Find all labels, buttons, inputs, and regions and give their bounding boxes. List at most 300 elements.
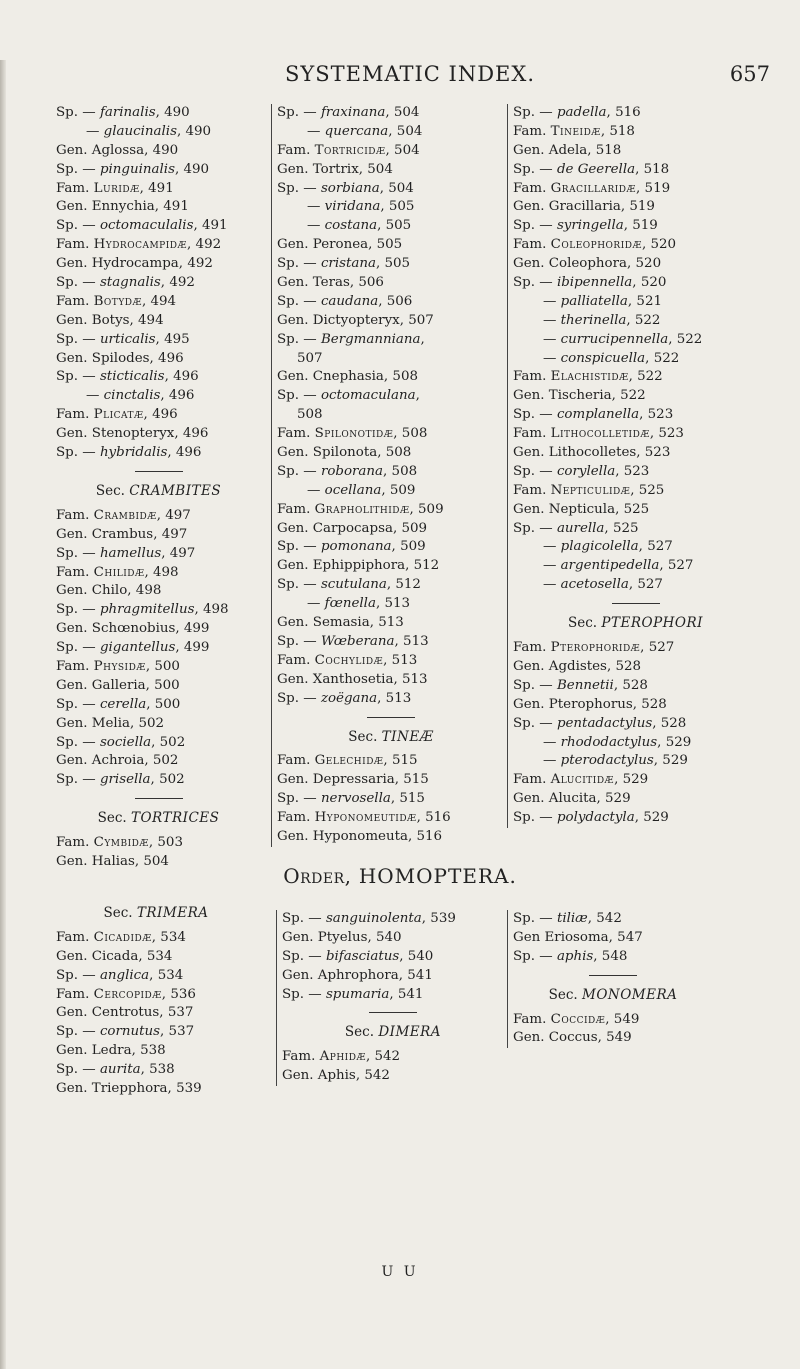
index-entry: Gen. Xanthosetia, 513 bbox=[277, 671, 428, 687]
index-entry: Sp. — corylella, 523 bbox=[513, 463, 650, 479]
index-entry: Sp. — cerella, 500 bbox=[56, 696, 181, 712]
genus-name: Teras bbox=[312, 275, 350, 291]
entry-page: 527 bbox=[647, 539, 673, 555]
index-entry: Sp. — sorbiana, 504 bbox=[277, 180, 414, 196]
index-entry: — ocellana, 509 bbox=[307, 482, 416, 498]
section-heading bbox=[513, 614, 758, 633]
entry-page: 522 bbox=[676, 331, 703, 347]
entry-page: 542 bbox=[374, 1049, 401, 1065]
entry-page: 492 bbox=[169, 275, 195, 291]
entry-page: 500 bbox=[154, 696, 181, 712]
entry-rank: Sp. bbox=[513, 463, 536, 479]
index-entry: Gen. Pterophorus, 528 bbox=[513, 696, 667, 712]
index-entry: Sp. — spumaria, 541 bbox=[282, 986, 424, 1002]
species-name: de Geerella bbox=[556, 161, 636, 177]
family-name: Aphidæ bbox=[319, 1049, 366, 1065]
genus-name: Tischeria bbox=[548, 388, 612, 404]
genus-name: Nepticula bbox=[548, 501, 616, 517]
family-name: Chilidæ bbox=[93, 564, 145, 580]
family-name: Tortricidæ bbox=[314, 142, 386, 158]
section-label: Sec. bbox=[97, 810, 131, 827]
entry-rank: Gen. bbox=[56, 1005, 88, 1021]
entry-page: 495 bbox=[164, 331, 190, 347]
entry-rank: Sp. bbox=[513, 948, 536, 964]
species-name: bifasciatus bbox=[325, 948, 400, 964]
family-name: Botydæ bbox=[93, 293, 142, 309]
index-entry: Fam. Luridæ, 491 bbox=[56, 180, 174, 196]
index-entry: Sp. — zoëgana, 513 bbox=[277, 690, 412, 706]
index-entry-continuation bbox=[277, 406, 505, 425]
signature-mark: U U bbox=[381, 1264, 419, 1280]
entry-rank: Sp. bbox=[277, 577, 300, 593]
entry-rank: Fam. bbox=[513, 772, 547, 788]
entry-page: 540 bbox=[375, 929, 402, 945]
species-name: plagicolella bbox=[560, 539, 639, 555]
index-entry: Gen. Nepticula, 525 bbox=[513, 501, 650, 517]
index-entry: Gen. Triepphora, 539 bbox=[56, 1081, 202, 1097]
entry-rank: Fam. bbox=[277, 426, 311, 442]
species-name: grisella bbox=[99, 772, 151, 788]
entry-page: 515 bbox=[399, 791, 425, 807]
species-name: complanella bbox=[556, 407, 640, 423]
entry-page: 528 bbox=[622, 677, 648, 693]
index-entry: Fam. Grapholithidæ, 509 bbox=[277, 501, 444, 517]
index-entry: Gen Eriosoma, 547 bbox=[513, 929, 643, 945]
section-heading bbox=[513, 986, 713, 1005]
index-entry: Gen. Aglossa, 490 bbox=[56, 142, 179, 158]
index-entry: Gen. Peronea, 505 bbox=[277, 237, 403, 253]
entry-rank: Gen. bbox=[282, 1068, 314, 1084]
index-entry: Gen. Schœnobius, 499 bbox=[56, 621, 210, 637]
entry-rank: Sp. bbox=[56, 640, 79, 656]
entry-rank: Sp. bbox=[56, 218, 79, 234]
entry-page: 522 bbox=[637, 369, 663, 385]
entry-rank: Gen. bbox=[56, 1081, 88, 1097]
section-divider bbox=[369, 1012, 417, 1013]
entry-rank: Fam. bbox=[277, 501, 311, 517]
entry-page: 508 bbox=[385, 445, 412, 461]
index-entry: Fam. Coccidæ, 549 bbox=[513, 1011, 640, 1027]
entry-rank: Gen. bbox=[513, 388, 545, 404]
index-entry: Fam. Tortricidæ, 504 bbox=[277, 142, 420, 158]
index-column-6 bbox=[507, 910, 713, 1048]
species-name: glaucinalis bbox=[103, 123, 177, 139]
entry-page: 509 bbox=[400, 539, 426, 555]
species-name: cristana bbox=[320, 256, 376, 272]
entry-page: 490 bbox=[185, 123, 212, 139]
entry-rank: Fam. bbox=[56, 564, 90, 580]
entry-rank: Sp. bbox=[513, 407, 536, 423]
entry-page: 498 bbox=[202, 602, 229, 618]
index-entry: — currucipennella, 522 bbox=[543, 331, 703, 347]
species-name: argentipedella bbox=[560, 558, 660, 574]
entry-rank: Fam. bbox=[56, 407, 90, 423]
entry-page: 528 bbox=[660, 715, 687, 731]
index-entry: Fam. Gracillaridæ, 519 bbox=[513, 180, 671, 196]
entry-rank: Fam. bbox=[56, 658, 90, 674]
entry-rank: Fam. bbox=[513, 482, 547, 498]
entry-rank: Sp. bbox=[282, 986, 305, 1002]
genus-name: Schœnobius bbox=[91, 621, 176, 637]
index-entry: Fam. Lithocolletidæ, 523 bbox=[513, 426, 684, 442]
entry-rank: Gen bbox=[513, 929, 541, 945]
species-name: octomaculana bbox=[320, 388, 416, 404]
species-name: pterodactylus bbox=[560, 753, 654, 769]
section-divider bbox=[612, 603, 660, 604]
genus-name: Cnephasia bbox=[312, 369, 384, 385]
entry-page: 496 bbox=[175, 445, 202, 461]
species-name: roborana bbox=[320, 463, 384, 479]
entry-page: 499 bbox=[183, 640, 210, 656]
index-entry: — cinctalis, 496 bbox=[86, 388, 195, 404]
entry-rank: Gen. bbox=[277, 520, 309, 536]
entry-page: 528 bbox=[641, 696, 667, 712]
species-name: pinguinalis bbox=[99, 161, 175, 177]
section-label: Sec. bbox=[348, 728, 382, 745]
entry-page: 494 bbox=[138, 312, 164, 328]
entry-page: 508 bbox=[401, 426, 428, 442]
genus-name: Tortrix bbox=[312, 161, 359, 177]
entry-rank: Gen. bbox=[56, 753, 88, 769]
index-entry: Sp. — nervosella, 515 bbox=[277, 791, 425, 807]
entry-rank: Sp. bbox=[56, 734, 79, 750]
entry-rank: Sp. bbox=[513, 810, 536, 826]
index-entry: — fœnella, 513 bbox=[307, 596, 411, 612]
family-name: Hydrocampidæ bbox=[93, 237, 188, 253]
index-entry: Sp. — pomonana, 509 bbox=[277, 539, 426, 555]
entry-page: 502 bbox=[159, 772, 185, 788]
entry-rank: Fam. bbox=[513, 426, 547, 442]
entry-rank: Fam. bbox=[56, 986, 90, 1002]
index-entry: Sp. — hamellus, 497 bbox=[56, 545, 196, 561]
species-name: hybridalis bbox=[99, 445, 168, 461]
species-name: cinctalis bbox=[103, 388, 161, 404]
index-entry: Gen. Ennychia, 491 bbox=[56, 199, 189, 215]
genus-name: Melia bbox=[91, 715, 130, 731]
species-name: anglica bbox=[99, 967, 150, 983]
species-name: sticticalis bbox=[99, 369, 165, 385]
entry-rank: Sp. bbox=[513, 218, 536, 234]
entry-page: 539 bbox=[430, 911, 456, 926]
index-entry: Gen. Ledra, 538 bbox=[56, 1043, 166, 1059]
section-name: MONOMERA bbox=[582, 986, 678, 1003]
genus-name: Galleria bbox=[91, 677, 146, 693]
entry-rank: Gen. bbox=[277, 772, 309, 788]
index-entry: Sp. — phragmitellus, 498 bbox=[56, 602, 229, 618]
entry-page: 513 bbox=[403, 633, 429, 649]
order-name: HOMOPTERA. bbox=[358, 864, 517, 888]
index-entry: Sp. — Bennetii, 528 bbox=[513, 677, 648, 693]
section-name: TINEÆ bbox=[381, 728, 434, 745]
entry-page: 512 bbox=[395, 577, 421, 593]
entry-page: 513 bbox=[384, 596, 411, 612]
entry-page: 534 bbox=[160, 929, 186, 945]
genus-name: Ephippiphora bbox=[312, 558, 406, 574]
entry-rank: Gen. bbox=[56, 426, 88, 442]
entry-page: 537 bbox=[167, 1005, 194, 1021]
entry-rank: Gen. bbox=[277, 615, 309, 631]
index-entry: Sp. — aurella, 525 bbox=[513, 520, 639, 536]
section-divider bbox=[367, 717, 415, 718]
section-divider bbox=[135, 798, 183, 799]
index-column-2 bbox=[271, 104, 505, 847]
genus-name: Crambus bbox=[91, 526, 154, 542]
species-name: pomonana bbox=[320, 539, 392, 555]
page-title: SYSTEMATIC INDEX. bbox=[285, 62, 535, 86]
index-entry: Sp. — caudana, 506 bbox=[277, 293, 413, 309]
entry-rank: Sp. bbox=[56, 105, 79, 120]
genus-name: Adela bbox=[548, 142, 588, 158]
entry-page: 505 bbox=[385, 218, 412, 234]
entry-rank: Gen. bbox=[56, 199, 88, 215]
index-entry: Sp. — scutulana, 512 bbox=[277, 577, 421, 593]
species-name: scutulana bbox=[320, 577, 387, 593]
genus-name: Ledra bbox=[91, 1043, 132, 1059]
family-name: Crambidæ bbox=[93, 507, 157, 523]
index-entry: Fam. Botydæ, 494 bbox=[56, 293, 177, 309]
species-name: phragmitellus bbox=[99, 602, 195, 618]
entry-page: 496 bbox=[173, 369, 199, 385]
entry-page: 549 bbox=[613, 1011, 640, 1027]
section-label: Sec. bbox=[103, 905, 137, 921]
entry-rank: Fam. bbox=[56, 929, 90, 945]
entry-rank: Sp. bbox=[277, 331, 300, 347]
entry-page: 525 bbox=[623, 501, 650, 517]
entry-page: 496 bbox=[168, 388, 195, 404]
species-name: syringella bbox=[556, 218, 624, 234]
entry-page: 502 bbox=[138, 715, 165, 731]
index-entry: Sp. — complanella, 523 bbox=[513, 407, 674, 423]
entry-page: 527 bbox=[637, 577, 663, 593]
index-entry: — viridana, 505 bbox=[307, 199, 415, 215]
entry-rank: Gen. bbox=[277, 369, 309, 385]
species-name: caudana bbox=[320, 293, 379, 309]
index-entry: Gen. Achroia, 502 bbox=[56, 753, 179, 769]
species-name: ibipennella bbox=[556, 275, 633, 291]
entry-page: 549 bbox=[606, 1030, 632, 1046]
index-entry: Gen. Ephippiphora, 512 bbox=[277, 558, 440, 574]
index-entry: Gen. Aphis, 542 bbox=[282, 1068, 390, 1084]
index-entry: Gen. Stenopteryx, 496 bbox=[56, 426, 209, 442]
entry-rank: Sp. bbox=[277, 633, 300, 649]
entry-page: 529 bbox=[662, 753, 688, 769]
index-entry: Sp. — octomaculalis, 491 bbox=[56, 218, 228, 234]
entry-rank: Sp. bbox=[277, 256, 300, 272]
entry-page: 515 bbox=[403, 772, 429, 788]
entry-page: 503 bbox=[157, 835, 183, 851]
index-entry: Gen. Alucita, 529 bbox=[513, 791, 631, 807]
entry-page: 496 bbox=[182, 426, 209, 442]
species-name: costana bbox=[324, 218, 378, 234]
species-name: Wœberana bbox=[320, 633, 395, 649]
index-entry: Sp. — Bergmanniana, bbox=[277, 331, 425, 347]
index-entry: Gen. Aphrophora, 541 bbox=[282, 967, 433, 983]
entry-rank: Sp. bbox=[56, 445, 79, 461]
genus-name: Dictyopteryx bbox=[312, 312, 400, 328]
order-prefix: Order, bbox=[283, 864, 352, 888]
index-entry: Gen. Centrotus, 537 bbox=[56, 1005, 194, 1021]
entry-rank: Sp. bbox=[277, 293, 300, 309]
index-entry: Fam. Crambidæ, 497 bbox=[56, 507, 191, 523]
species-name: acetosella bbox=[560, 577, 629, 593]
index-entry: Gen. Chilo, 498 bbox=[56, 583, 162, 599]
species-name: polydactyla bbox=[556, 810, 635, 826]
index-entry: Sp. — tiliæ, 542 bbox=[513, 911, 622, 926]
entry-page: 505 bbox=[376, 237, 403, 253]
entry-rank: Gen. bbox=[56, 1043, 88, 1059]
section-label: Sec. bbox=[95, 482, 130, 499]
entry-rank: Sp. bbox=[56, 161, 79, 177]
entry-rank: Sp. bbox=[513, 677, 536, 693]
entry-rank: Gen. bbox=[277, 828, 309, 844]
entry-rank: Gen. bbox=[277, 275, 309, 291]
entry-rank: Sp. bbox=[56, 369, 79, 385]
entry-page: 520 bbox=[640, 275, 667, 291]
entry-page: 513 bbox=[401, 671, 428, 687]
genus-name: Carpocapsa bbox=[312, 520, 393, 536]
entry-page: 523 bbox=[658, 426, 684, 442]
section-heading bbox=[56, 482, 261, 501]
index-entry: Gen. Crambus, 497 bbox=[56, 526, 188, 542]
species-name: ocellana bbox=[324, 482, 382, 498]
entry-page: 490 bbox=[183, 161, 210, 177]
section-divider bbox=[589, 975, 637, 976]
family-name: Gracillaridæ bbox=[550, 180, 637, 196]
entry-rank: Gen. bbox=[56, 350, 88, 366]
entry-page: 520 bbox=[650, 237, 677, 253]
entry-rank: Sp. bbox=[513, 520, 536, 536]
entry-page: 513 bbox=[378, 615, 404, 631]
species-name: sanguinolenta bbox=[325, 911, 422, 926]
index-entry: Gen. Teras, 506 bbox=[277, 275, 384, 291]
entry-rank: Fam. bbox=[56, 293, 90, 309]
entry-page: 509 bbox=[389, 482, 416, 498]
section-heading bbox=[56, 904, 256, 923]
index-entry: Fam. Elachistidæ, 522 bbox=[513, 369, 663, 385]
entry-page: 539 bbox=[176, 1081, 202, 1097]
species-name: hamellus bbox=[99, 545, 162, 561]
entry-page: 542 bbox=[596, 911, 622, 926]
entry-rank: Gen. bbox=[282, 929, 314, 945]
entry-rank: Gen. bbox=[56, 853, 88, 869]
entry-rank: Fam. bbox=[513, 640, 547, 656]
index-entry: Fam. Plicatæ, 496 bbox=[56, 407, 178, 423]
index-entry: Sp. — pinguinalis, 490 bbox=[56, 161, 210, 177]
family-name: Physidæ bbox=[93, 658, 146, 674]
genus-name: Aglossa bbox=[91, 142, 145, 158]
index-entry: Fam. Cymbidæ, 503 bbox=[56, 835, 183, 851]
entry-page: 519 bbox=[644, 180, 671, 196]
index-entry: — rhododactylus, 529 bbox=[543, 734, 692, 750]
index-entry: Gen. Ptyelus, 540 bbox=[282, 929, 402, 945]
index-entry: Sp. — octomaculana, bbox=[277, 388, 420, 404]
genus-name: Eriosoma bbox=[544, 929, 609, 945]
entry-page: 513 bbox=[385, 690, 412, 706]
species-name: urticalis bbox=[99, 331, 156, 347]
entry-rank: Sp. bbox=[513, 275, 536, 291]
entry-page: 518 bbox=[595, 142, 622, 158]
entry-page: 525 bbox=[638, 482, 665, 498]
entry-rank: Sp. bbox=[277, 791, 300, 807]
genus-name: Lithocolletes bbox=[548, 445, 637, 461]
index-column-4 bbox=[56, 900, 256, 1099]
entry-rank: Gen. bbox=[513, 501, 545, 517]
index-entry: Fam. Aphidæ, 542 bbox=[282, 1049, 401, 1065]
entry-page: 520 bbox=[635, 256, 662, 272]
species-name: currucipennella bbox=[560, 331, 669, 347]
entry-page: 523 bbox=[623, 463, 650, 479]
index-entry: Fam. Spilonotidæ, 508 bbox=[277, 426, 428, 442]
genus-name: Spilonota bbox=[312, 445, 378, 461]
entry-rank: Fam. bbox=[513, 180, 547, 196]
index-entry: Gen. Gracillaria, 519 bbox=[513, 199, 655, 215]
entry-rank: Gen. bbox=[277, 558, 309, 574]
entry-rank: Sp. bbox=[277, 180, 300, 196]
index-entry: Gen. Spilodes, 496 bbox=[56, 350, 184, 366]
entry-page: 492 bbox=[187, 256, 213, 272]
index-entry: Sp. — hybridalis, 496 bbox=[56, 445, 202, 461]
entry-page: 529 bbox=[622, 772, 649, 788]
genus-name: Aphis bbox=[317, 1068, 356, 1084]
index-entry: — conspicuella, 522 bbox=[543, 350, 680, 366]
species-name: sociella bbox=[99, 734, 152, 750]
species-name: pentadactylus bbox=[556, 715, 653, 731]
entry-rank: Sp. bbox=[277, 690, 300, 706]
entry-rank: Gen. bbox=[277, 161, 309, 177]
species-name: cornutus bbox=[99, 1024, 161, 1040]
entry-page: 537 bbox=[168, 1024, 195, 1040]
entry-rank: Sp. bbox=[277, 539, 300, 555]
entry-page: 528 bbox=[615, 658, 642, 674]
entry-rank: Gen. bbox=[56, 621, 88, 637]
entry-page: 516 bbox=[425, 810, 451, 826]
entry-page: 502 bbox=[159, 734, 186, 750]
entry-page: 499 bbox=[183, 621, 210, 637]
entry-rank: Gen. bbox=[513, 199, 545, 215]
page-edge-shadow bbox=[0, 60, 6, 1369]
entry-page: 490 bbox=[164, 105, 190, 120]
index-entry: Sp. — bifasciatus, 540 bbox=[282, 948, 434, 964]
index-entry: Gen. Depressaria, 515 bbox=[277, 772, 429, 788]
entry-page: 519 bbox=[632, 218, 658, 234]
genus-name: Depressaria bbox=[312, 772, 395, 788]
entry-page: 508 bbox=[297, 407, 323, 423]
entry-rank: Fam. bbox=[56, 237, 90, 253]
entry-rank: Gen. bbox=[56, 312, 88, 328]
index-entry: Sp. — aphis, 548 bbox=[513, 948, 628, 964]
entry-rank: Fam. bbox=[277, 810, 311, 826]
entry-page: 506 bbox=[386, 293, 413, 309]
genus-name: Triepphora bbox=[91, 1081, 168, 1097]
entry-rank: Sp. bbox=[56, 772, 79, 788]
section-label: Sec. bbox=[344, 1024, 379, 1041]
entry-rank: Sp. bbox=[56, 545, 79, 561]
entry-page: 508 bbox=[392, 369, 418, 385]
entry-page: 504 bbox=[143, 853, 169, 869]
index-entry: Fam. Cochylidæ, 513 bbox=[277, 652, 418, 668]
genus-name: Hydrocampa bbox=[91, 256, 179, 272]
entry-rank: Gen. bbox=[56, 948, 88, 964]
entry-rank: Gen. bbox=[56, 142, 88, 158]
index-column-1 bbox=[56, 104, 261, 872]
entry-page: 534 bbox=[157, 967, 184, 983]
index-entry: Sp. — sociella, 502 bbox=[56, 734, 186, 750]
index-entry: Gen. Halias, 504 bbox=[56, 853, 169, 869]
genus-name: Ennychia bbox=[91, 199, 155, 215]
entry-rank: Fam. bbox=[282, 1049, 316, 1065]
entry-rank: Sp. bbox=[56, 602, 79, 618]
index-column-3 bbox=[507, 104, 758, 828]
